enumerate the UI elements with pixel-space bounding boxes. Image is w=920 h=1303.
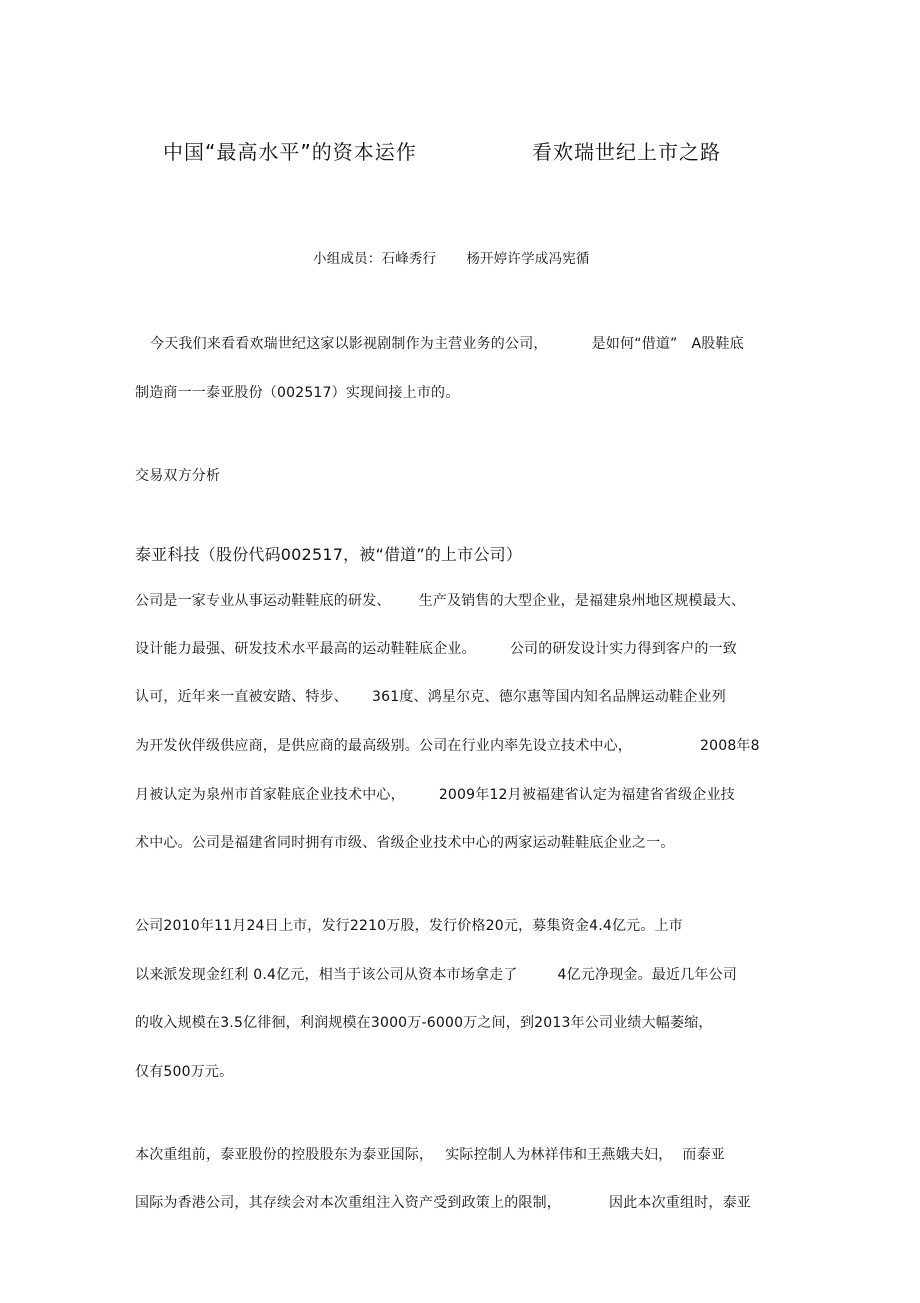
group-members — [313, 250, 590, 268]
members-names: 杨开婷许学成冯宪循 — [466, 251, 590, 267]
para1-l1-b: 生产及销售的大型企业，是福建泉州地区规模最大、 — [418, 593, 746, 609]
para3-line-2 — [135, 1194, 751, 1212]
para2-l2-b: 4亿元净现金。最近几年公司 — [557, 967, 738, 983]
intro-line-2: 制造商一一泰亚股份（002517）实现间接上市的。 — [135, 385, 460, 401]
para1-l2-a: 设计能力最强、研发技术水平最高的运动鞋鞋底企业。 — [135, 641, 476, 657]
para1-line-1 — [135, 592, 745, 610]
para1-line-5 — [135, 786, 735, 804]
para3-l2-b: 因此本次重组时，泰亚 — [609, 1195, 751, 1211]
page-title-right: 看欢瑞世纪上市之路 — [532, 140, 721, 164]
para1-l2-b: 公司的研发设计实力得到客户的一致 — [509, 641, 738, 657]
para1-l3-b: 361度、鸿星尔克、德尔惠等国内知名品牌运动鞋企业列 — [372, 689, 726, 705]
members-label: 小组成员：石峰秀行 — [313, 251, 437, 267]
para2-line-2 — [135, 966, 737, 984]
para1-l4-a: 为开发伙伴级供应商，是供应商的最高级别。公司在行业内率先设立技术中心， — [135, 738, 632, 754]
para2-line-4: 仅有500万元。 — [135, 1064, 234, 1080]
intro-text-b: 是如何“借道” — [591, 336, 678, 352]
para1-line-4 — [135, 737, 760, 755]
para2-line-3: 的收入规模在3.5亿徘徊，利润规模在3000万-6000万之间，到2013年公司业绩大幅萎缩， — [135, 1015, 713, 1031]
para3-l2-a: 国际为香港公司，其存续会对本次重组注入资产受到政策上的限制， — [135, 1195, 561, 1211]
intro-text-c: A股鞋底 — [691, 336, 744, 352]
para2-line-1: 公司2010年11月24日上市，发行2210万股，发行价格20元，募集资金4.4亿元。上市 — [135, 918, 683, 934]
intro-line-1 — [150, 335, 744, 353]
para1-l5-b: 2009年12月被福建省认定为福建省省级企业技 — [438, 787, 735, 803]
para3-l1-b: 实际控制人为林祥伟和王燕娥夫妇， — [445, 1147, 673, 1163]
para3-line-1 — [135, 1146, 725, 1164]
para1-l3-a: 认可，近年来一直被安踏、特步、 — [135, 689, 348, 705]
para3-l1-a: 本次重组前，泰亚股份的控股股东为泰亚国际， — [135, 1147, 434, 1163]
para1-l4-b: 2008年8 — [700, 738, 760, 754]
para1-l1-a: 公司是一家专业从事运动鞋鞋底的研发、 — [135, 593, 391, 609]
para1-l5-a: 月被认定为泉州市首家鞋底企业技术中心， — [135, 787, 405, 803]
company-heading: 泰亚科技（股份代码002517，被“借道”的上市公司） — [135, 545, 523, 564]
para1-line-6: 术中心。公司是福建省同时拥有市级、省级企业技术中心的两家运动鞋鞋底企业之一。 — [135, 835, 675, 851]
para2-l2-a: 以来派发现金红利 0.4亿元，相当于该公司从资本市场拿走了 — [135, 967, 518, 983]
para3-l1-c: 而泰亚 — [682, 1147, 726, 1163]
section-label: 交易双方分析 — [135, 468, 221, 484]
para1-line-3 — [135, 688, 726, 706]
intro-text-a: 今天我们来看看欢瑞世纪这家以影视剧制作为主营业务的公司， — [150, 336, 548, 352]
para1-line-2 — [135, 640, 737, 658]
page-title-left: 中国“最高水平”的资本运作 — [163, 140, 417, 164]
